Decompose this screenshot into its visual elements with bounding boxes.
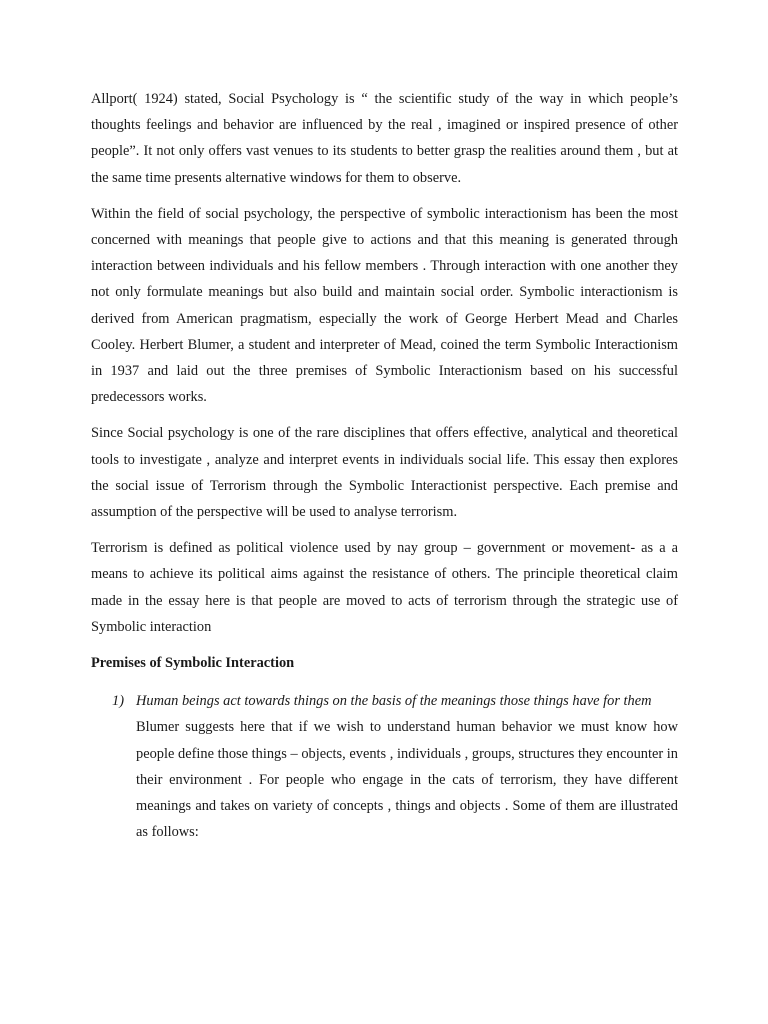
paragraph-essay-scope: Since Social psychology is one of the rare disciplines that offers effective, analytical and theoretical tools to investigate , analyze and interpret events in individuals social life. This essay then explores the social issue of Terrorism through the Symbolic Interactionist perspective. Each premise and assumption of the perspective will be used to analyse terrorism. bbox=[91, 425, 678, 521]
section-heading: Premises of Symbolic Interaction bbox=[91, 655, 295, 672]
paragraph-allport-definition: Allport( 1924) stated, Social Psychology is “ the scientific study of the way in which people’s thoughts feelings and behavior are influenced by the real , imagined or inspired presence of other people”. It not only offers vast venues to its students to better grasp the realities around them , but at the same time presents alternative windows for them to observe. bbox=[91, 91, 678, 186]
premise-body: Blumer suggests here that if we wish to understand human behavior we must know how people define those things – objects, events , individuals , groups, structures they encounter in their environment . For people who engage in the cats of terrorism, they have different meanings and takes on variety of concepts , things and objects . Some of them are illustrated as follows: bbox=[136, 719, 678, 841]
premise-item bbox=[112, 688, 678, 845]
premise-number: 1) bbox=[112, 693, 124, 710]
paragraph-symbolic-interactionism: Within the field of social psychology, the perspective of symbolic interactionism has been the most concerned with meanings that people give to actions and that this meaning is generated through interaction between individuals and his fellow members . Through interaction with one another they not only formulate meanings but also build and maintain social order. Symbolic interactionism is derived from American pragmatism, especially the work of George Herbert Mead and Charles Cooley. Herbert Blumer, a student and interpreter of Mead, coined the term Symbolic Interactionism in 1937 and laid out the three premises of Symbolic Interactionism based on his successful predecessors works. bbox=[91, 205, 678, 406]
premise-title: Human beings act towards things on the basis of the meanings those things have for them bbox=[136, 693, 652, 710]
paragraph-terrorism-definition: Terrorism is defined as political violence used by nay group – government or movement- as a a means to achieve its political aims against the resistance of others. The principle theoretical claim made in the essay here is that people are moved to acts of terrorism through the strategic use of Symbolic interaction bbox=[91, 540, 678, 635]
